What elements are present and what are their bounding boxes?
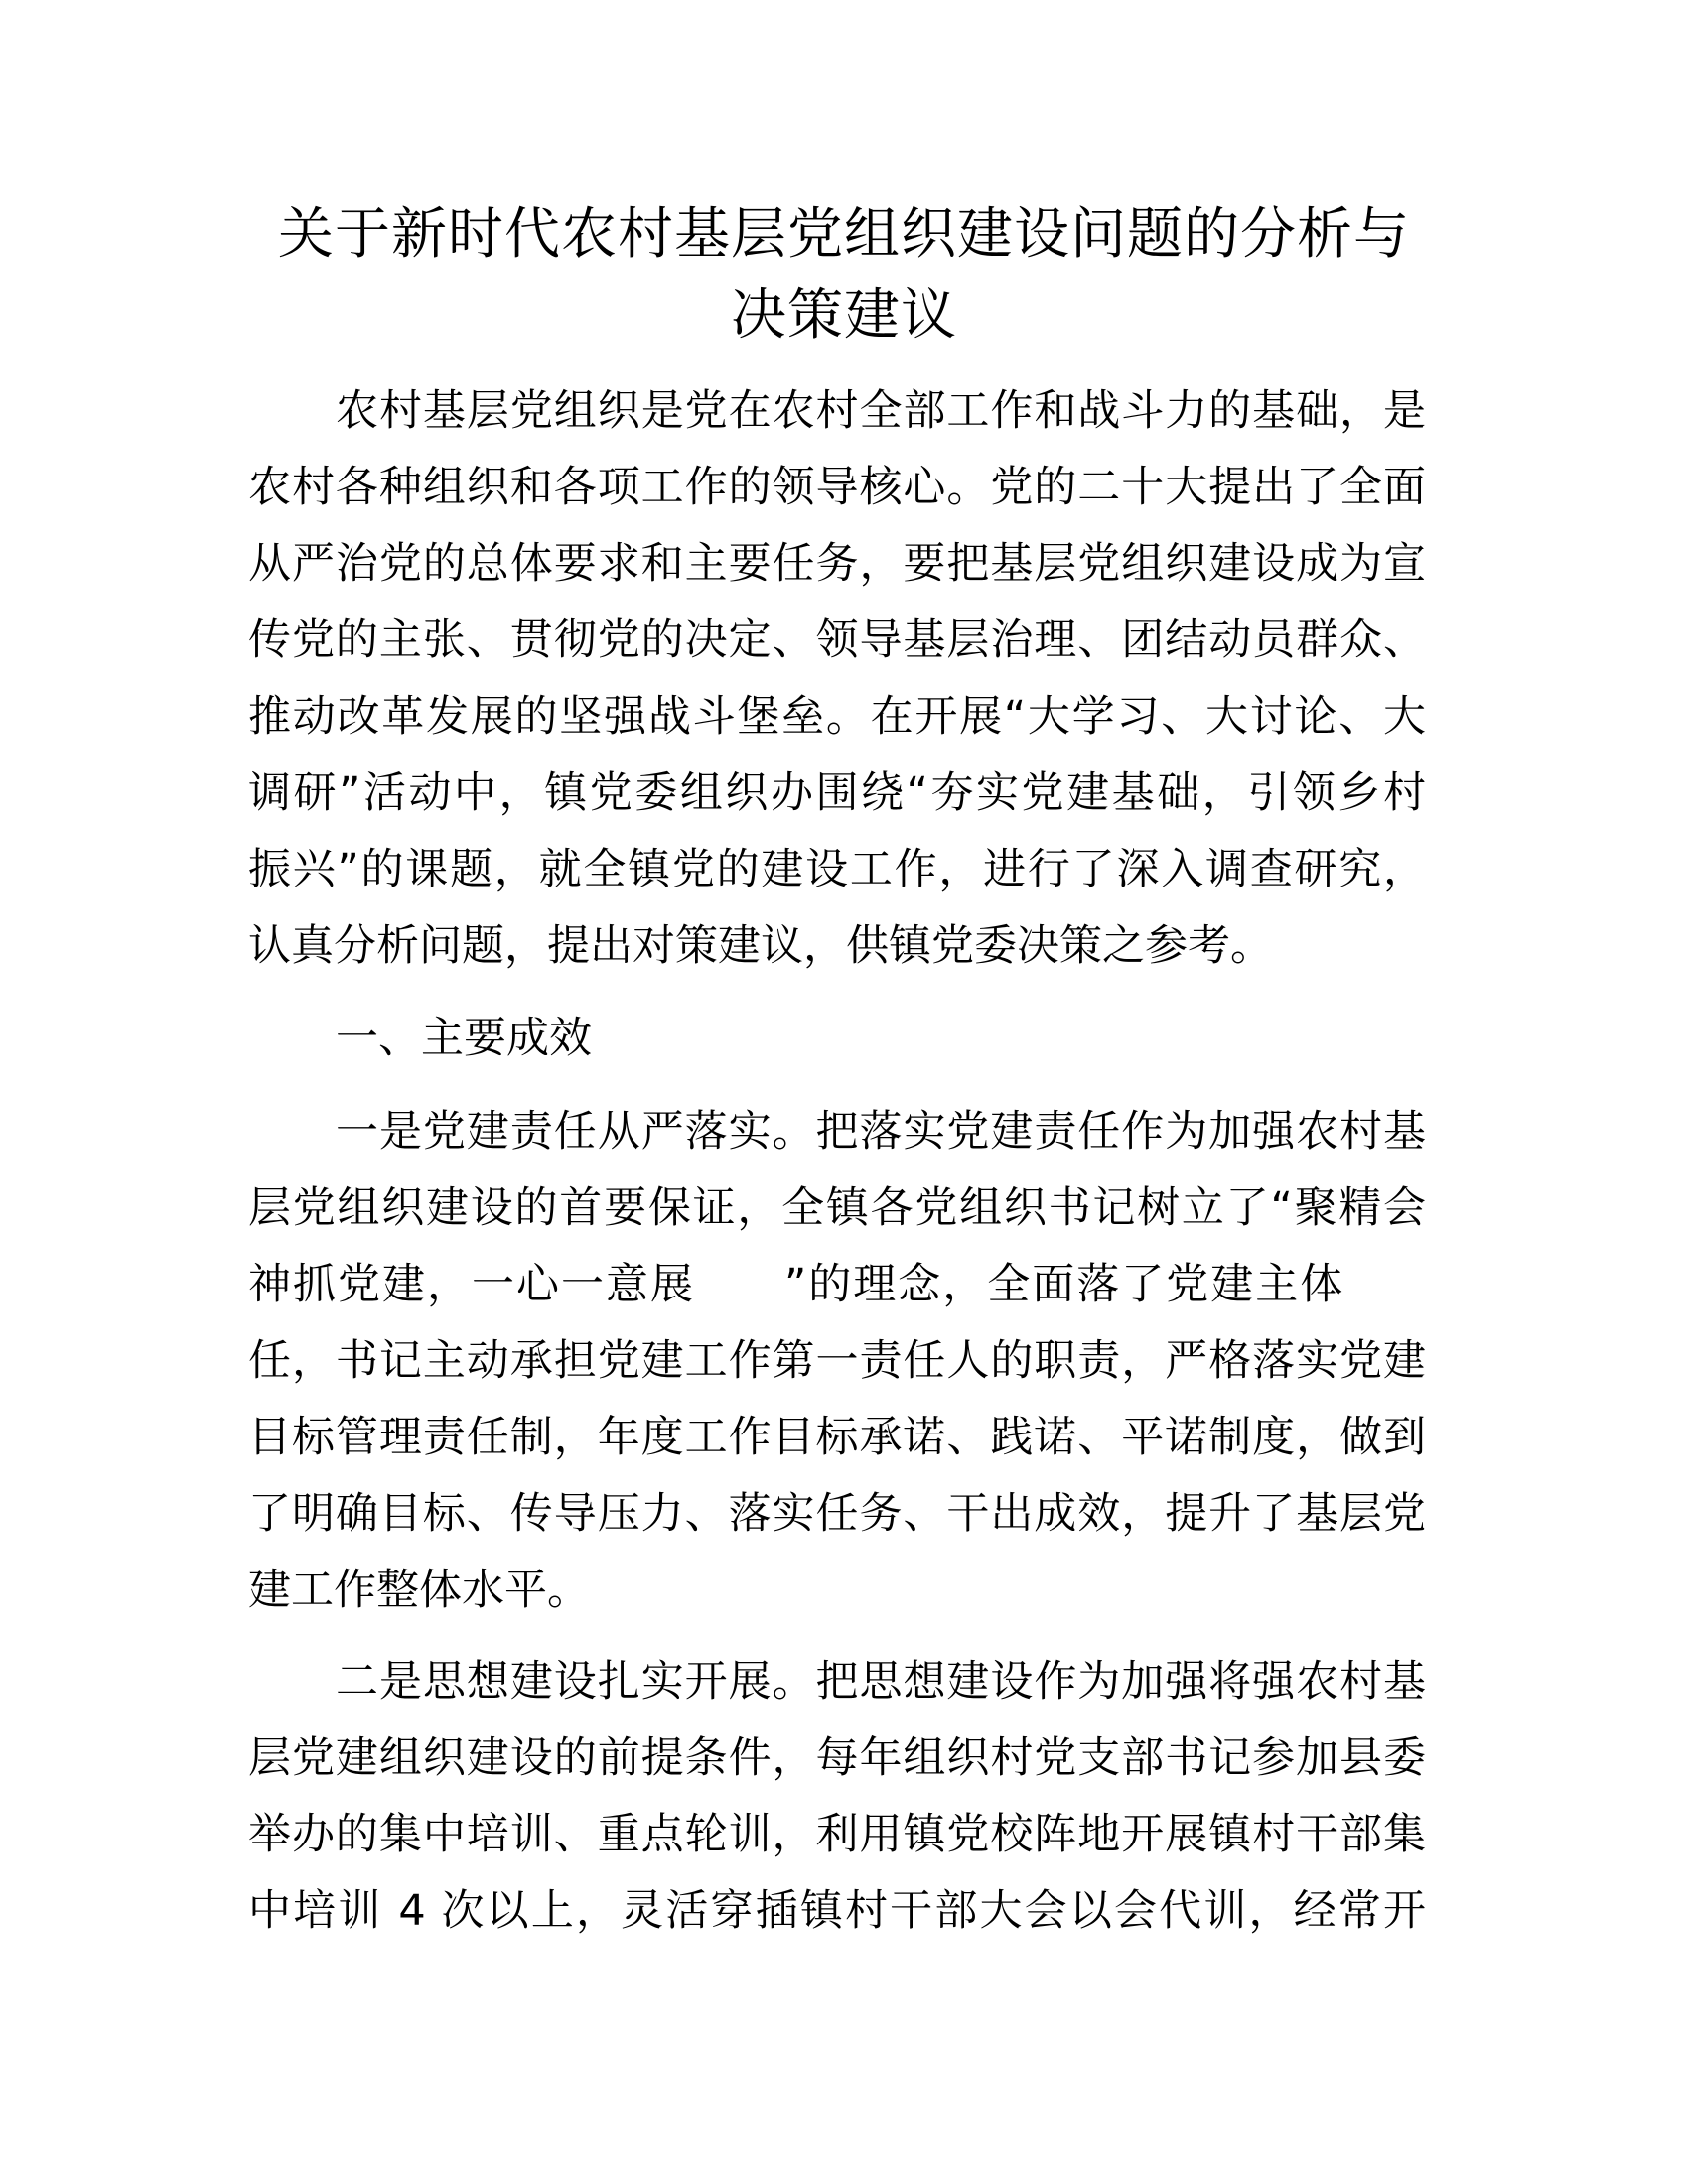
text-line: 调研”活动中，镇党委组织办围绕“夯实党建基础，引领乡村 [248, 768, 1426, 818]
text-line: 了明确目标、传导压力、落实任务、干出成效，提升了基层党 [248, 1489, 1426, 1539]
text-line: 目标管理责任制，年度工作目标承诺、践诺、平诺制度，做到 [248, 1413, 1426, 1462]
section-heading: 一、主要成效 [336, 1014, 592, 1063]
text-line: 农村基层党组织是党在农村全部工作和战斗力的基础，是 [336, 386, 1426, 436]
paragraph-party-responsibility [248, 1094, 1426, 1629]
text-line: 神抓党建，一心一意展 ”的理念，全面落了党建主体 [248, 1260, 1345, 1309]
text-line: 任，书记主动承担党建工作第一责任人的职责，严格落实党建 [248, 1336, 1426, 1386]
paragraph-intro [248, 373, 1426, 985]
text-line: 中培训 4 次以上，灵活穿插镇村干部大会以会代训，经常开 [248, 1886, 1426, 1936]
text-line: 传党的主张、贯彻党的决定、领导基层治理、团结动员群众、 [248, 615, 1426, 665]
text-line: 推动改革发展的坚强战斗堡垒。在开展“大学习、大讨论、大 [248, 692, 1426, 742]
text-line: 二是思想建设扎实开展。把思想建设作为加强将强农村基 [336, 1657, 1426, 1706]
text-line: 层党组织建设的首要保证，全镇各党组织书记树立了“聚精会 [248, 1183, 1426, 1233]
text-line: 认真分析问题，提出对策建议，供镇党委决策之参考。 [248, 921, 1273, 971]
document-title [199, 195, 1489, 355]
text-line: 举办的集中培训、重点轮训，利用镇党校阵地开展镇村干部集 [248, 1810, 1426, 1859]
text-line: 一是党建责任从严落实。把落实党建责任作为加强农村基 [336, 1107, 1426, 1157]
document-body [248, 373, 1426, 1950]
title-line: 关于新时代农村基层党组织建设问题的分析与 [278, 203, 1410, 267]
title-line: 决策建议 [731, 283, 957, 347]
text-line: 建工作整体水平。 [248, 1566, 590, 1615]
text-line: 层党建组织建设的前提条件，每年组织村党支部书记参加县委 [248, 1733, 1426, 1783]
paragraph-ideological-building [248, 1644, 1426, 1950]
text-line: 从严治党的总体要求和主要任务，要把基层党组织建设成为宣 [248, 539, 1426, 589]
text-line: 农村各种组织和各项工作的领导核心。党的二十大提出了全面 [248, 463, 1426, 512]
text-line: 振兴”的课题，就全镇党的建设工作，进行了深入调查研究， [248, 845, 1426, 894]
